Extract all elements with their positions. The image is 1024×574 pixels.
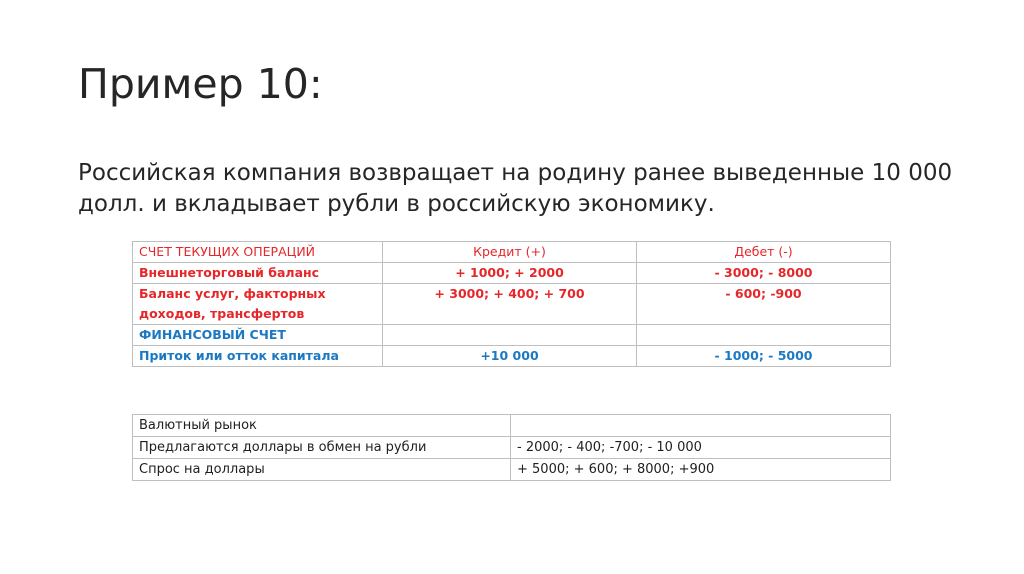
row-label: Предлагаются доллары в обмен на рубли — [133, 437, 511, 459]
credit-cell: +10 000 — [383, 346, 637, 367]
value-cell: + 5000; + 600; + 8000; +900 — [511, 459, 891, 481]
row-label: Приток или отток капитала — [133, 346, 383, 367]
header-credit: Кредит (+) — [383, 242, 637, 263]
value-cell — [511, 415, 891, 437]
row-label: Внешнеторговый баланс — [133, 263, 383, 284]
value-cell: - 2000; - 400; -700; - 10 000 — [511, 437, 891, 459]
currency-market-table — [132, 414, 891, 481]
row-label: Спрос на доллары — [133, 459, 511, 481]
row-label: ФИНАНСОВЫЙ СЧЕТ — [133, 325, 383, 346]
balance-of-payments-table — [132, 241, 891, 367]
slide-body-text: Российская компания возвращает на родину ранее выведенные 10 000 долл. и вкладывает рубли в российскую экономику. — [78, 160, 953, 217]
debit-cell: - 600; -900 — [637, 284, 891, 325]
debit-cell: - 1000; - 5000 — [637, 346, 891, 367]
row-label: Валютный рынок — [133, 415, 511, 437]
table-row — [133, 263, 891, 284]
table-row — [133, 459, 891, 481]
header-current-account: СЧЕТ ТЕКУЩИХ ОПЕРАЦИЙ — [133, 242, 383, 263]
header-debit: Дебет (-) — [637, 242, 891, 263]
debit-cell: - 3000; - 8000 — [637, 263, 891, 284]
table-row — [133, 284, 891, 325]
credit-cell — [383, 325, 637, 346]
table-row — [133, 325, 891, 346]
slide-title: Пример 10: — [78, 60, 323, 108]
row-label: Баланс услуг, факторных доходов, трансфертов — [133, 284, 383, 325]
table-row — [133, 415, 891, 437]
credit-cell: + 1000; + 2000 — [383, 263, 637, 284]
debit-cell — [637, 325, 891, 346]
credit-cell: + 3000; + 400; + 700 — [383, 284, 637, 325]
table-row — [133, 437, 891, 459]
table-row — [133, 346, 891, 367]
table-header-row — [133, 242, 891, 263]
